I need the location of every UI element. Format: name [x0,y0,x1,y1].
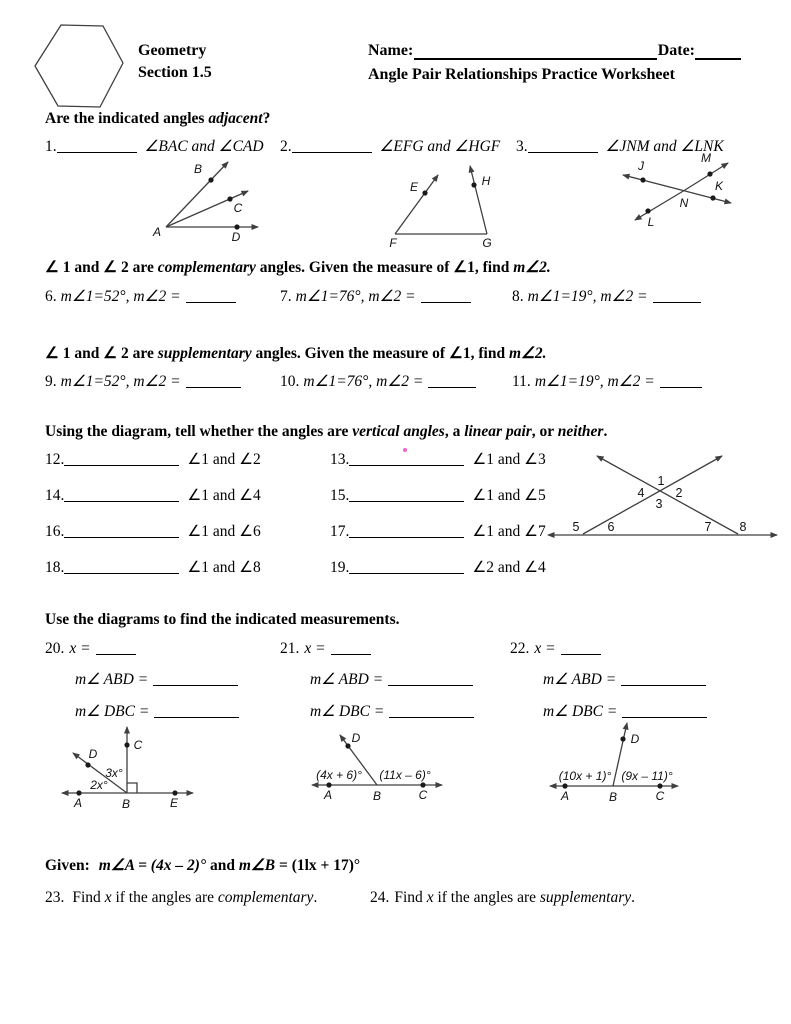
angle-expr-3x: 3x° [105,766,123,780]
q21-x-blank[interactable] [331,641,371,655]
comp-h3: m∠2. [513,259,551,276]
point-label-a: A [323,788,333,802]
given-label: Given: [45,857,90,874]
vert-h1: Using the diagram, tell whether the angles are [45,423,353,440]
given-expr-b: m∠B [238,857,276,874]
q7-expression: m∠1=76°, m∠2 = [295,288,416,305]
question-1 [45,137,264,156]
q1-number: 1. [45,138,57,155]
angle-label-2: 2 [675,486,683,500]
q20-x-blank[interactable] [96,641,136,655]
q12-number: 12. [45,451,65,468]
q21-abd-row [310,670,473,689]
given-expr-a: m∠A = (4x – 2)° [98,857,207,874]
q15-number: 15. [330,487,350,504]
vert-em1: vertical angles [352,423,445,440]
q21-x-label: x = [304,640,326,657]
diagram-q21 [293,722,458,814]
question-24 [370,888,635,907]
point-label-h: H [481,174,491,188]
vertical-heading [45,422,607,441]
angle-expr-right: (9x – 11)° [621,769,673,783]
q17-answer-blank[interactable] [349,524,464,538]
q20-dbc-blank[interactable] [154,704,239,718]
angle-label-3: 3 [655,497,663,511]
question-8 [512,287,701,306]
q20-abd-label: m∠ ABD = [75,671,149,688]
question-13 [330,450,546,469]
q24-emphasis: supplementary [539,889,632,906]
angle-expr-left: (10x + 1)° [558,769,612,783]
q20-abd-blank[interactable] [153,672,238,686]
question-20 [45,639,136,658]
q21-dbc-blank[interactable] [389,704,474,718]
q24-mid: if the angles are [433,889,540,906]
q11-number: 11. [512,373,531,390]
supp-h1: ∠ 1 and ∠ 2 are [45,345,158,362]
right-angle-mark [127,783,137,793]
q21-number: 21. [280,640,300,657]
point-label-b: B [372,789,382,803]
q21-abd-label: m∠ ABD = [310,671,384,688]
point-label-b: B [193,162,203,176]
q18-number: 18. [45,559,65,576]
q22-abd-label: m∠ ABD = [543,671,617,688]
date-label: Date: [657,42,695,59]
q20-x-label: x = [69,640,91,657]
question-14 [45,486,261,505]
question-21 [280,639,371,658]
point-label-e: E [409,180,419,194]
diagram-angles-1-8 [540,440,790,545]
q17-angle-pair: ∠1 and ∠7 [472,523,546,540]
q23-end: . [313,889,318,906]
angle-label-1: 1 [657,474,665,488]
question-6 [45,287,236,306]
q15-answer-blank[interactable] [349,488,464,502]
q23-pre: Find [72,889,105,906]
vert-h3: , or [531,423,558,440]
vert-em3: neither [557,423,604,440]
diagram-q3-crossing-jknml [613,150,743,235]
q9-number: 9. [45,373,57,390]
adjacent-prompt-text: Are the indicated angles [45,110,209,127]
point-label-b: B [121,797,131,811]
q22-x-blank[interactable] [561,641,601,655]
q14-number: 14. [45,487,65,504]
angle-label-4: 4 [637,486,645,500]
q7-answer-blank[interactable] [421,289,471,303]
comp-h1: ∠ 1 and ∠ 2 are [45,259,158,276]
question-11 [512,372,702,391]
q9-expression: m∠1=52°, m∠2 = [60,373,181,390]
q13-answer-blank[interactable] [349,452,464,466]
q19-number: 19. [330,559,350,576]
supp-h3: m∠2. [508,345,547,362]
q22-number: 22. [510,640,530,657]
q24-end: . [631,889,636,906]
vert-em2: linear pair [464,423,532,440]
vert-h4: . [603,423,608,440]
point-label-b: B [608,790,618,804]
point-label-d: D [351,731,361,745]
comp-h2: angles. Given the measure of ∠1, find [255,259,514,276]
q6-number: 6. [45,288,57,305]
q21-dbc-label: m∠ DBC = [310,703,385,720]
supplementary-heading [45,344,547,363]
question-16 [45,522,261,541]
q24-var: x [426,889,434,906]
q21-dbc-row [310,702,474,721]
adjacent-prompt [45,109,270,128]
complementary-heading [45,258,551,277]
q11-answer-blank[interactable] [660,374,702,388]
q13-angle-pair: ∠1 and ∠3 [472,451,546,468]
q18-angle-pair: ∠1 and ∠8 [187,559,261,576]
q9-answer-blank[interactable] [186,374,241,388]
question-19 [330,558,546,577]
q22-x-label: x = [534,640,556,657]
question-2 [280,137,500,156]
q8-number: 8. [512,288,524,305]
diagram-q20 [45,722,215,814]
name-blank[interactable] [414,56,656,60]
point-label-c: C [418,788,428,802]
q11-expression: m∠1=19°, m∠2 = [534,373,655,390]
q12-angle-pair: ∠1 and ∠2 [187,451,261,468]
q6-answer-blank[interactable] [186,289,236,303]
question-7 [280,287,471,306]
name-label: Name: [368,42,414,59]
given-conj: and [206,857,239,874]
q3-answer-blank[interactable] [528,139,598,153]
supp-emphasis: supplementary [157,345,252,362]
q8-expression: m∠1=19°, m∠2 = [527,288,648,305]
question-15 [330,486,546,505]
angle-label-7: 7 [704,520,712,534]
q15-angle-pair: ∠1 and ∠5 [472,487,546,504]
question-22 [510,639,601,658]
point-label-a: A [560,789,570,803]
point-label-c: C [233,201,243,215]
point-label-d: D [88,747,98,761]
q2-angle-pair: ∠EFG and ∠HGF [379,138,501,155]
q20-dbc-label: m∠ DBC = [75,703,150,720]
question-17 [330,522,546,541]
worksheet-title: Angle Pair Relationships Practice Worksheet [368,66,675,83]
measure-heading: Use the diagrams to find the indicated measurements. [45,611,400,628]
q3-angle-pair: ∠JNM and ∠LNK [605,138,724,155]
q16-number: 16. [45,523,65,540]
q8-answer-blank[interactable] [653,289,701,303]
q23-emphasis: complementary [217,889,314,906]
point-label-d: D [231,230,241,244]
q18-answer-blank[interactable] [64,560,179,574]
diagram-q1-rays-abcd [148,157,268,245]
question-18 [45,558,261,577]
q22-dbc-label: m∠ DBC = [543,703,618,720]
question-10 [280,372,476,391]
adjacent-prompt-qmark: ? [262,110,271,127]
q20-abd-row [75,670,238,689]
angle-expr-right: (11x – 6)° [379,768,431,782]
diagram-q22 [535,714,705,811]
q13-number: 13. [330,451,350,468]
vert-h2: , a [444,423,465,440]
question-12 [45,450,261,469]
q12-answer-blank[interactable] [64,452,179,466]
course-block [138,40,212,84]
q20-number: 20. [45,640,65,657]
date-blank[interactable] [695,56,741,60]
q22-abd-blank[interactable] [621,672,706,686]
point-label-f: F [389,236,397,250]
q2-number: 2. [280,138,292,155]
point-label-n: N [679,196,689,210]
q1-answer-blank[interactable] [57,139,137,153]
q20-dbc-row [75,702,239,721]
point-label-k: K [714,179,724,193]
adjacent-prompt-emphasis: adjacent [208,110,263,127]
course-name: Geometry [138,42,207,59]
q21-abd-blank[interactable] [388,672,473,686]
q24-pre: Find [394,889,427,906]
supp-h2: angles. Given the measure of ∠1, find [251,345,509,362]
q23-mid: if the angles are [111,889,218,906]
q22-abd-row [543,670,706,689]
angle-label-6: 6 [607,520,615,534]
point-label-a: A [152,225,162,239]
q24-number: 24. [370,889,390,906]
comp-emphasis: complementary [157,259,256,276]
q6-expression: m∠1=52°, m∠2 = [60,288,181,305]
angle-label-8: 8 [739,520,747,534]
q14-angle-pair: ∠1 and ∠4 [187,487,261,504]
angle-label-5: 5 [572,520,580,534]
point-label-c: C [133,738,143,752]
point-label-g: G [482,236,492,250]
q2-answer-blank[interactable] [292,139,372,153]
q14-answer-blank[interactable] [64,488,179,502]
point-label-d: D [630,732,640,746]
hexagon-logo [33,22,125,110]
question-23 [45,888,317,907]
given-expr-b-tail: = (1lx + 17)° [275,857,361,874]
q19-answer-blank[interactable] [349,560,464,574]
q19-angle-pair: ∠2 and ∠4 [472,559,546,576]
q16-angle-pair: ∠1 and ∠6 [187,523,261,540]
point-label-a: A [73,796,83,810]
q23-var: x [104,889,112,906]
point-label-m: M [701,151,711,165]
diagram-q2-rays-efgh [383,160,498,248]
q1-angle-pair: ∠BAC and ∠CAD [144,138,264,155]
q7-number: 7. [280,288,292,305]
q10-expression: m∠1=76°, m∠2 = [303,373,424,390]
q10-number: 10. [280,373,300,390]
given-statement [45,856,360,875]
section-number: Section 1.5 [138,64,212,81]
question-9 [45,372,241,391]
name-date-row [368,40,741,62]
point-label-j: J [638,159,644,173]
q16-answer-blank[interactable] [64,524,179,538]
q17-number: 17. [330,523,350,540]
point-label-l: L [647,215,655,229]
point-label-c: C [655,789,665,803]
q3-number: 3. [516,138,528,155]
point-label-e: E [169,796,179,810]
q10-answer-blank[interactable] [428,374,476,388]
q23-number: 23. [45,889,65,906]
angle-expr-left: (4x + 6)° [316,768,362,782]
angle-expr-2x: 2x° [90,778,108,792]
